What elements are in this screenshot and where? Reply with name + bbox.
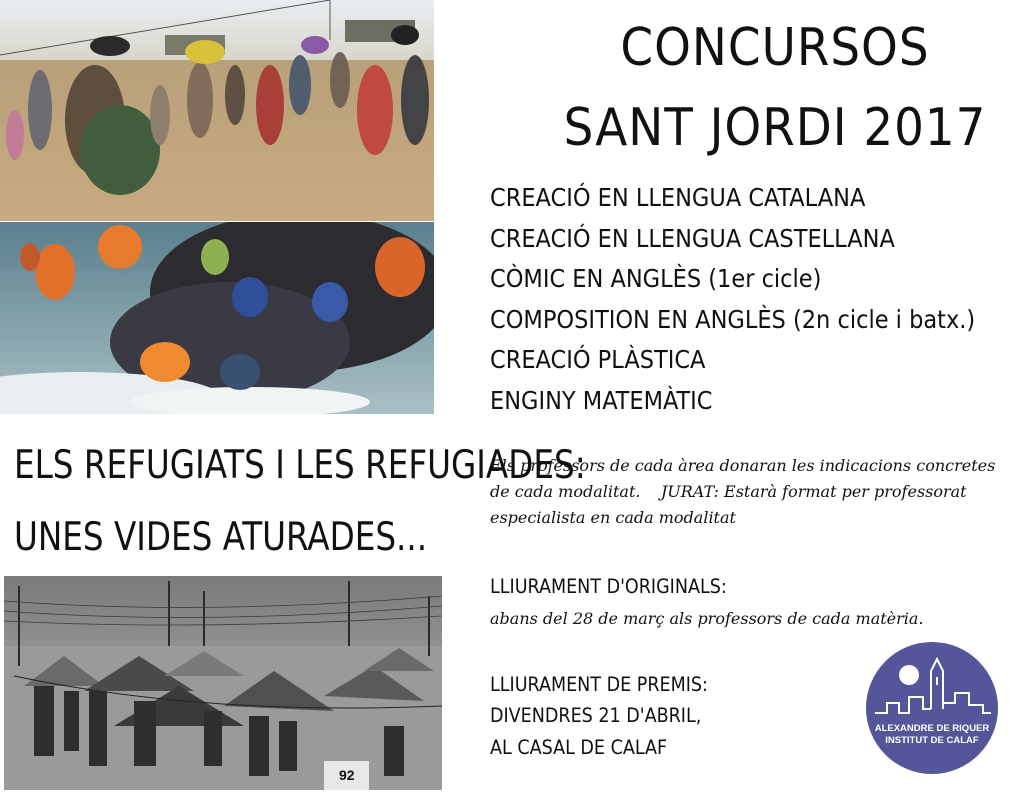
prizes-venue: AL CASAL DE CALAF	[490, 736, 668, 759]
jury-info: Els professors de cada àrea donaran les indicacions concretes de cada modalitat. JURAT: Estarà format per professorat especialista en cada modalitat	[490, 456, 1001, 527]
photo-refugees-boat	[0, 222, 434, 414]
category-item: ENGINY MATEMÀTIC	[490, 385, 713, 415]
theme-headline-line2: UNES VIDES ATURADES...	[14, 515, 428, 560]
poster-title-line1: CONCURSOS	[620, 18, 930, 78]
theme-headline-line1: ELS REFUGIATS I LES REFUGIADES:	[14, 443, 586, 488]
category-item: CÒMIC EN ANGLÈS (1er cicle)	[490, 264, 822, 293]
school-logo	[865, 641, 999, 775]
logo-text-line1: ALEXANDRE DE RIQUER	[874, 723, 990, 734]
category-item: CREACIÓ EN LLENGUA CATALANA	[490, 183, 866, 212]
category-item: COMPOSITION EN ANGLÈS (2n cicle i batx.)	[490, 304, 976, 334]
category-item: CREACIÓ PLÀSTICA	[490, 345, 706, 374]
category-item: CREACIÓ EN LLENGUA CASTELLANA	[490, 223, 895, 253]
contest-categories	[490, 178, 975, 421]
shirt-number: 92	[339, 767, 355, 783]
photo-refugees-walking	[0, 0, 434, 221]
photo-refugee-camp	[4, 576, 442, 790]
prizes-date: DIVENDRES 21 D'ABRIL,	[490, 704, 702, 727]
poster-title-line2: SANT JORDI 2017	[563, 98, 987, 158]
prizes-heading: LLIURAMENT DE PREMIS:	[490, 673, 708, 696]
logo-text-line2: INSTITUT DE CALAF	[885, 735, 979, 746]
originals-heading: LLIURAMENT D'ORIGINALS:	[490, 575, 727, 598]
originals-text: abans del 28 de març als professors de cada matèria.	[490, 609, 924, 628]
